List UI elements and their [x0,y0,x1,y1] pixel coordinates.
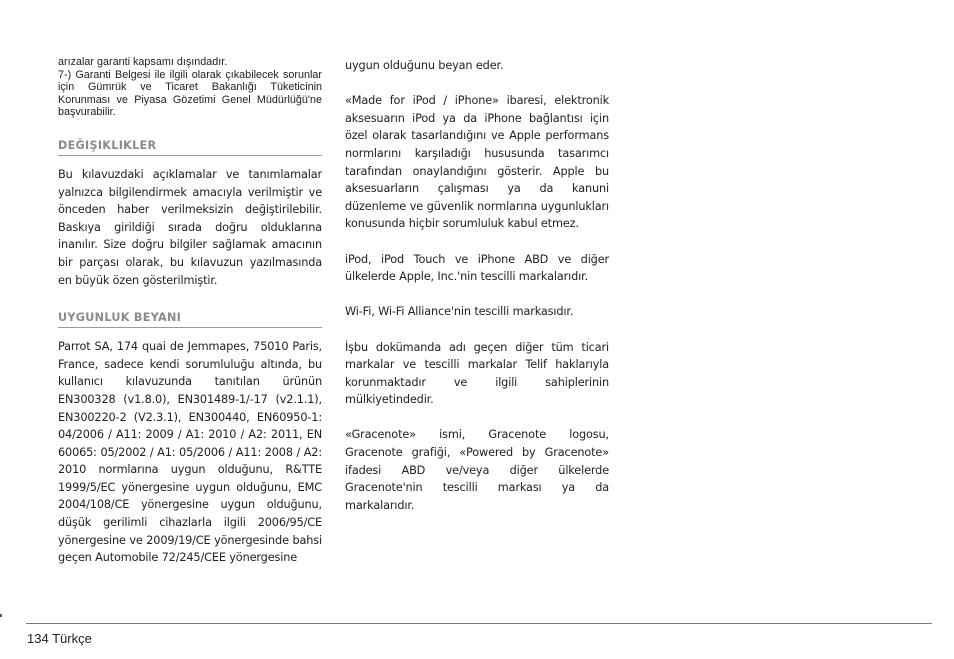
conformity-continuation: uygun olduğunu beyan eder. [345,59,504,72]
conformity-text: Parrot SA, 174 quai de Jemmapes, 75010 Paris, France, sadece kendi sorumluluğu altında, bu kullanıcı kılavuzunda tanıtılan ürünün EN300328 (v1.8.0), EN301489-1/-17 (v2.1.1), EN300220-2 (V2.3.1), EN300440, EN60950-1: 04/2006 / A11: 2009 / A1: 2010 / A2: 2011, EN 60065: 05/2002 / A1: 05/2006 / A11: 2008 / A2: 2010 normlarına uygun olduğunu, R&TTE 1999/5/EC yönergesine uygun olduğunu, EMC 2004/108/CE yönergesine uygun olduğunu, düşük gerilimli cihazlarla ilgili 2006/95/CE yönergesine ve 2009/19/CE yönergesinde bahsi geçen Automobile 72/245/CEE yönergesine [58,340,322,565]
gracenote-paragraph: «Gracenote» ismi, Gracenote logosu, Gracenote grafiği, «Powered by Gracenote» ifadesi ABD ve/veya diğer ülkelerde Gracenote'nin tescilli markası ya da markalarıdır. [345,428,609,512]
made-for-ipod-paragraph: «Made for iPod / iPhone» ibaresi, elektronik aksesuarın iPod ya da iPhone bağlantısı için özel olarak tasarlandığını ve Apple performans normlarını karşıladığı hususunda tasarımcı tarafından onaylandığını gösterir. Apple bu aksesuarların çalışması ya da kanuni düzenleme ve güvenlik normlarına uygunlukları konusunda hiçbir sorumluluk kabul etmez. [345,94,609,231]
wifi-trademark-paragraph: Wi-Fi, Wi-Fi Alliance'nin tescilli markasıdır. [345,305,574,319]
changes-text: Bu kılavuzdaki açıklamalar ve tanımlamalar yalnızca bilgilendirmek amacıyla verilmiştir ve önceden haber verilmeksizin değiştirilebilir. Baskıya girildiği sırada doğru olduklarına inanılır. Size doğru bilgiler sağlamak amacının bir parçası olarak, bu kılavuzun yazılmasında en büyük özen gösterilmiştir. [58,167,322,287]
page-number: 134 Türkçe [27,631,92,646]
warranty-line-1: arızalar garanti kapsamı dışındadır. [58,56,228,68]
changes-heading: DEĞIŞIKLIKLER [58,139,322,156]
edge-mark [0,614,2,617]
other-trademarks-paragraph: İşbu dokümanda adı geçen diğer tüm ticari markalar ve tescilli markalar Telif haklarıyla korunmaktadır ve ilgili sahiplerinin mülkiyetindedir. [345,340,609,407]
left-column [58,56,322,567]
footer-divider [26,623,932,624]
warranty-line-2: 7-) Garanti Belgesi ile ilgili olarak çıkabilecek sorunlar için Gümrük ve Ticaret Bakanlığı Tüketicinin Korunması ve Piyasa Gözetimi Genel Müdürlüğü'ne başvurabilir. [58,68,322,119]
conformity-heading: UYGUNLUK BEYANI [58,311,322,328]
right-column [345,57,609,514]
ipod-trademark-paragraph: iPod, iPod Touch ve iPhone ABD ve diğer ülkelerde Apple, Inc.'nin tescilli markalarıdır. [345,252,609,284]
